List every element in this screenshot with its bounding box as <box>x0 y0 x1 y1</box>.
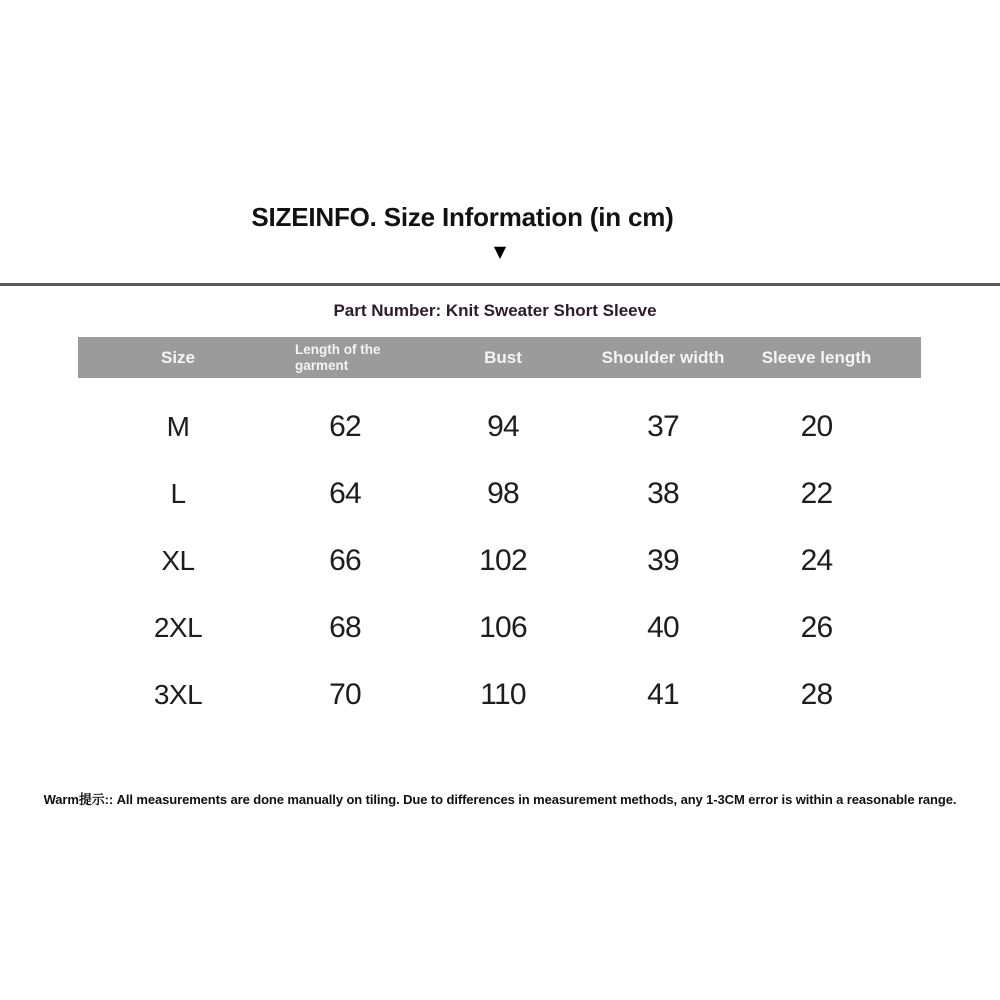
shoulder-width-value: 39 <box>647 543 679 577</box>
bust-value: 102 <box>479 543 527 577</box>
column-header-shoulder-width: Shoulder width <box>601 347 725 367</box>
sleeve-length-value: 28 <box>800 677 833 711</box>
column-header-bust: Bust <box>484 347 522 367</box>
table-row-l <box>78 460 921 527</box>
down-triangle-icon: ▼ <box>493 242 507 261</box>
sleeve-length-value: 20 <box>800 409 833 443</box>
size-label: XL <box>161 544 195 576</box>
column-header-garment-length-label: Length of the garment <box>295 341 381 373</box>
sleeve-length-value: 24 <box>800 543 833 577</box>
garment-length-value: 68 <box>329 610 361 644</box>
size-label: M <box>166 410 190 442</box>
size-table <box>78 337 921 728</box>
size-table-header-row <box>78 337 921 378</box>
table-row-m <box>78 393 921 460</box>
garment-length-value: 64 <box>329 476 361 510</box>
bust-value: 94 <box>487 409 519 443</box>
measurement-note: Warm提示:: All measurements are done manually on tiling. Due to differences in measurement methods, any 1-3CM error is within a reasonable range. <box>43 792 957 807</box>
shoulder-width-value: 41 <box>647 677 679 711</box>
shoulder-width-value: 40 <box>647 610 679 644</box>
size-table-body <box>78 393 921 728</box>
page-title: SIZEINFO. Size Information (in cm) <box>251 202 674 232</box>
table-row-3xl <box>78 661 921 728</box>
size-label: 2XL <box>153 611 203 643</box>
column-header-size: Size <box>160 347 196 367</box>
column-header-sleeve-length: Sleeve length <box>761 347 872 367</box>
garment-length-value: 66 <box>329 543 361 577</box>
shoulder-width-value: 37 <box>647 409 679 443</box>
sleeve-length-value: 26 <box>800 610 833 644</box>
shoulder-width-value: 38 <box>647 476 679 510</box>
bust-value: 110 <box>480 677 526 711</box>
garment-length-value: 70 <box>329 677 361 711</box>
divider-line <box>0 283 1000 286</box>
sleeve-length-value: 22 <box>800 476 833 510</box>
table-row-2xl <box>78 594 921 661</box>
bust-value: 98 <box>487 476 519 510</box>
part-number-label: Part Number: Knit Sweater Short Sleeve <box>333 301 657 320</box>
size-label: 3XL <box>153 678 203 710</box>
size-label: L <box>170 477 186 509</box>
garment-length-value: 62 <box>329 409 361 443</box>
table-row-xl <box>78 527 921 594</box>
column-header-garment-length <box>278 342 428 374</box>
bust-value: 106 <box>479 610 527 644</box>
